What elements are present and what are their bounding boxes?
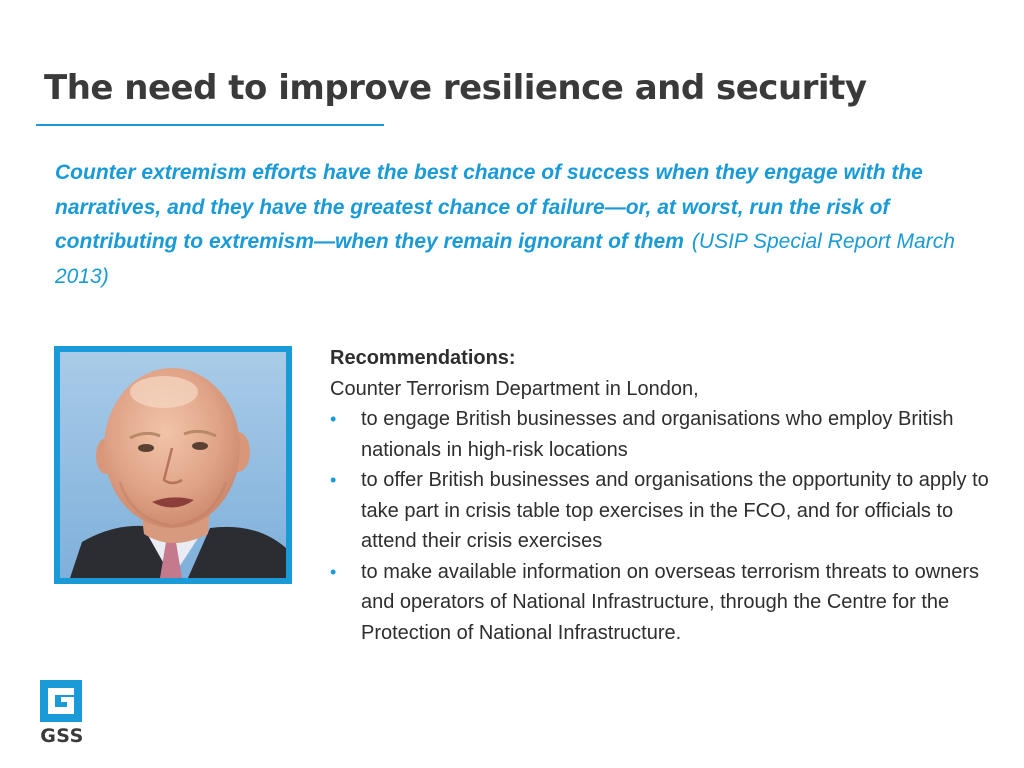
recommendations-block [330,343,1000,648]
recommendations-list [330,404,1000,648]
list-item-text: to make available information on overseas terrorism threats to owners and operators of National Infrastructure, through the Centre for the Protection of National Infrastructure. [361,560,980,644]
gss-logo-icon [40,680,82,722]
list-item [330,557,1000,649]
bullet-icon: • [330,409,337,429]
slide-title: The need to improve resilience and security [44,68,867,108]
list-item [330,465,1000,557]
gss-logo [36,680,88,756]
portrait-photo-frame [54,346,292,584]
quote-block [55,156,975,294]
recommendations-intro: Counter Terrorism Department in London, [330,377,699,400]
quote-source: (USIP Special Report March 2013) [55,230,955,288]
list-item [330,404,1000,465]
list-item-text: to engage British businesses and organisations who employ British nationals in high-risk locations [361,408,954,461]
list-item-text: to offer British businesses and organisations the opportunity to apply to take part in crisis table top exercises in the FCO, and for officials to attend their crisis exercises [361,469,989,552]
title-underline [36,124,384,126]
bullet-icon: • [330,561,337,582]
recommendations-heading: Recommendations: [330,347,516,369]
portrait-photo [60,352,286,578]
bullet-icon: • [330,470,337,490]
logo-text: GSS [40,725,84,747]
quote-text: Counter extremism efforts have the best chance of success when they engage with the narratives, and they have the greatest chance of failure—or, at worst, run the risk of contributing to extremism—when they remain ignorant of them [55,161,923,253]
